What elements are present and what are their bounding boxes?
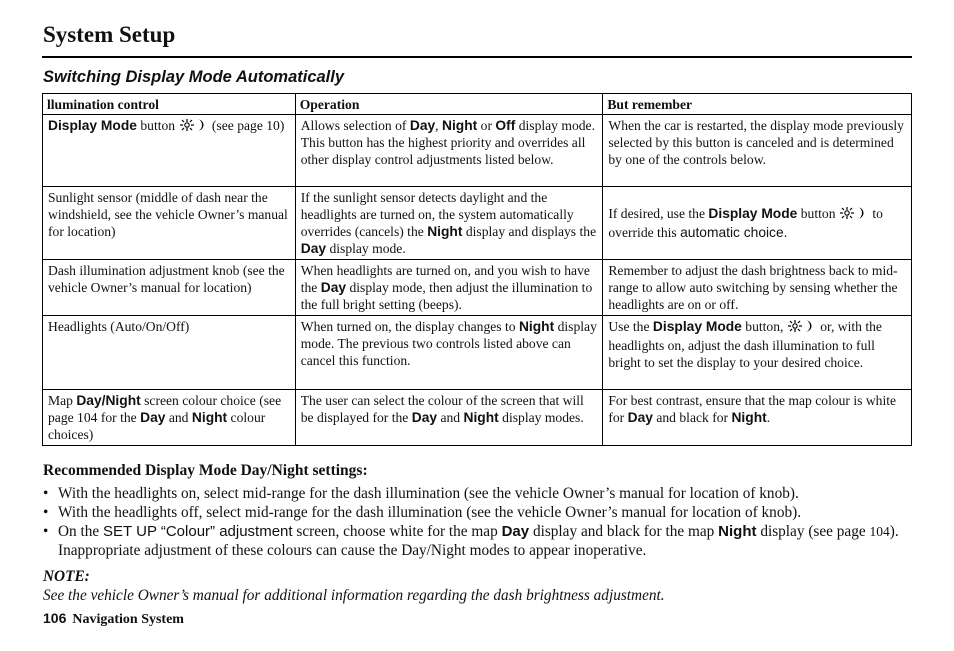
table-header-row [43, 94, 912, 115]
sun-moon-icon [839, 206, 869, 224]
bullet: • [43, 523, 49, 540]
table-row [43, 316, 912, 390]
table-row [43, 390, 912, 446]
title-divider [42, 56, 912, 58]
table-row [43, 187, 912, 260]
table-cell: Remember to adjust the dash brightness back to mid-range to allow auto switching by sensing whether the headlights are on or off. [603, 260, 912, 316]
page-number: 106 [43, 610, 67, 626]
page-footer [43, 610, 184, 628]
table-cell: Display Mode button (see page 10) [43, 115, 296, 187]
table-cell: Dash illumination adjustment knob (see the vehicle Owner’s manual for location) [43, 260, 296, 316]
list-item: • With the headlights off, select mid-range for the dash illumination (see the vehicle Owner’s manual for location of knob). [43, 504, 802, 521]
table-cell: For best contrast, ensure that the map colour is white for Day and black for Night. [603, 390, 912, 446]
table-cell: If desired, use the Display Mode button to override this automatic choice. [603, 187, 912, 260]
sun-moon-icon [179, 118, 209, 136]
page-title: System Setup [43, 22, 176, 47]
recommended-heading: Recommended Display Mode Day/Night settings: [43, 462, 368, 479]
column-header: llumination control [43, 94, 296, 115]
table-cell: When turned on, the display changes to Night display mode. The previous two controls listed above can cancel this function. [295, 316, 603, 390]
table-cell: Headlights (Auto/On/Off) [43, 316, 296, 390]
display-mode-label: Display Mode [48, 118, 137, 133]
table-cell: When headlights are turned on, and you wish to have the Day display mode, then adjust the illumination to the full bright setting (beeps). [295, 260, 603, 316]
table-cell: Map Day/Night screen colour choice (see page 104 for the Day and Night colour choices) [43, 390, 296, 446]
footer-section: Navigation System [72, 612, 184, 627]
column-header: Operation [295, 94, 603, 115]
table-cell: When the car is restarted, the display mode previously selected by this button is canceled and is determined by one of the controls below. [603, 115, 912, 187]
list-item: • With the headlights on, select mid-range for the dash illumination (see the vehicle Owner’s manual for location of knob). [43, 485, 799, 502]
table-cell: Allows selection of Day, Night or Off display mode. This button has the highest priority and overrides all other display control adjustments listed below. [295, 115, 603, 187]
recommended-list [43, 484, 913, 560]
table-cell: If the sunlight sensor detects daylight and the headlights are turned on, the system automatically overrides (cancels) the Night display and displays the Day display mode. [295, 187, 603, 260]
table-cell: Use the Display Mode button, or, with the headlights on, adjust the dash illumination to full bright to set the display to your desired choice. [603, 316, 912, 390]
note-text: See the vehicle Owner’s manual for additional information regarding the dash brightness adjustment. [43, 587, 665, 604]
table-cell: The user can select the colour of the screen that will be displayed for the Day and Night display modes. [295, 390, 603, 446]
table-row [43, 115, 912, 187]
table-row [43, 260, 912, 316]
bullet: • [43, 504, 49, 521]
list-item: • On the SET UP “Colour” adjustment screen, choose white for the map Day display and black for the map Night display (see page 104). Inappropriate adjustment of these colours can cause the Day/Night modes to appear inoperative. [43, 523, 899, 559]
display-mode-table [42, 93, 912, 446]
bullet: • [43, 485, 49, 502]
note-heading: NOTE: [43, 568, 90, 585]
column-header: But remember [603, 94, 912, 115]
table-cell: Sunlight sensor (middle of dash near the windshield, see the vehicle Owner’s manual for location) [43, 187, 296, 260]
sun-moon-icon [787, 319, 817, 337]
section-subtitle: Switching Display Mode Automatically [43, 68, 345, 86]
